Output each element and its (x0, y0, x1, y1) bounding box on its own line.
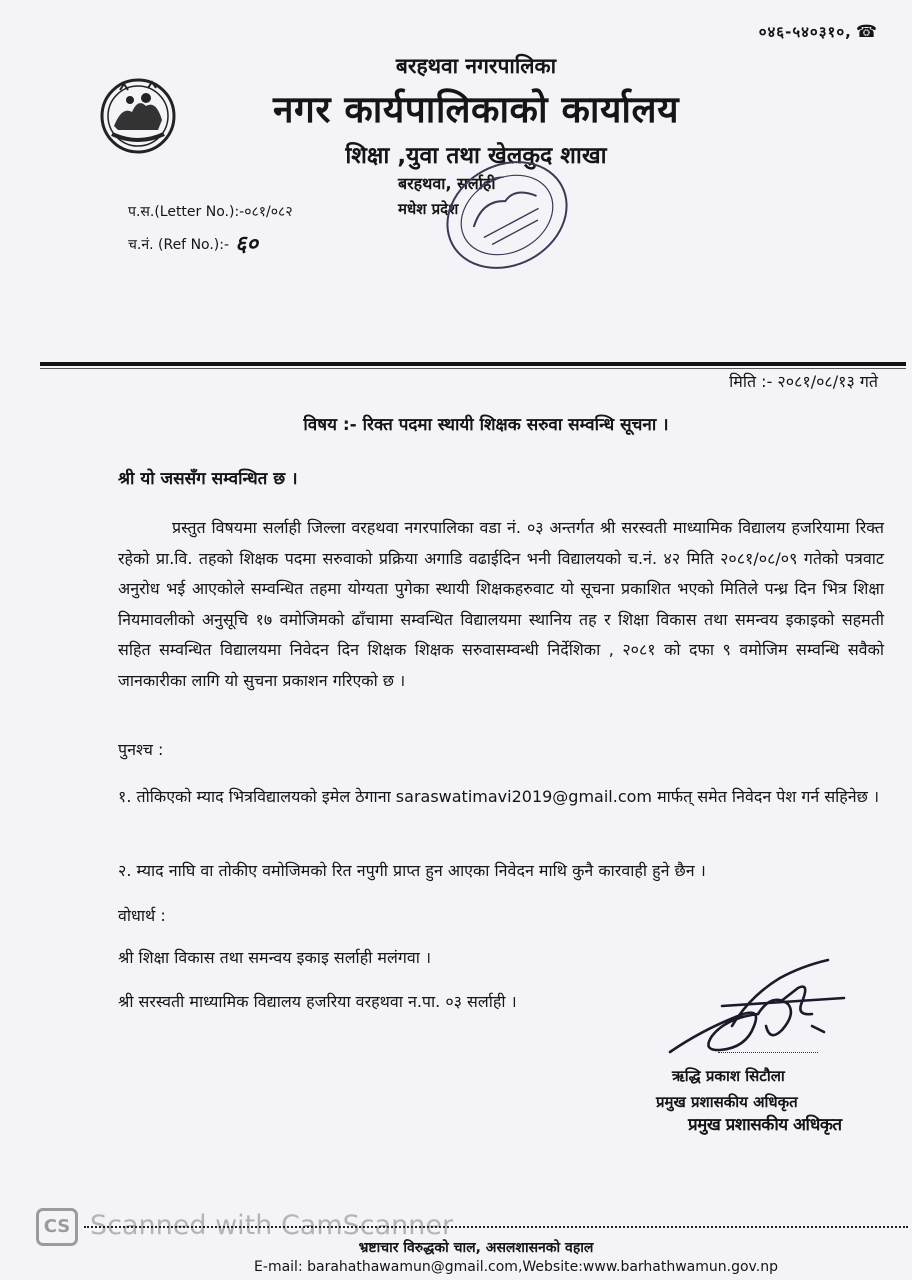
address-line-2: मधेश प्रदेश (398, 200, 459, 218)
handwritten-signature-icon (662, 956, 852, 1066)
header-divider (40, 362, 906, 366)
footer-divider (84, 1226, 908, 1228)
reference-number-value: ६० (235, 231, 258, 257)
camscanner-logo: CS (36, 1208, 78, 1246)
postscript-item: २. म्याद नाघि वा तोकीए वमोजिमको रित नपुगी प्राप्त हुन आएका निवेदन माथि कुनै कारवाही हुने छैन । (118, 861, 706, 880)
footer-contact: E-mail: barahathawamun@gmail.com,Website:www.barhathwamun.gov.np (254, 1259, 778, 1275)
header-divider-thin (40, 368, 906, 369)
letter-subject: विषय :- रिक्त पदमा स्थायी शिक्षक सरुवा सम्वन्धि सूचना । (303, 415, 669, 435)
phone-number (759, 22, 878, 42)
body-paragraph: प्रस्तुत विषयमा सर्लाही जिल्ला वरहथवा नगरपालिका वडा नं. ०३ अन्तर्गत श्री सरस्वती माध्यामिक विद्यालय हजरियामा रिक्त रहेको प्रा.वि. तहको शिक्षक पदमा सरुवाको प्रक्रिया अगाडि वढाईदिन भनी विद्यालयको च.नं. ४२ मिति २०८१/०८/०९ गतेको पत्रवाट अनुरोध भई आएकोले सम्वन्धित तहमा योग्यता पुगेका स्थायी शिक्षकहरुवाट यो सूचना प्रकाशित भएको मितिले पन्ध्र दिन भित्र शिक्षा नियमावलीको अनुसूचि १७ वमोजिमको ढाँचामा सम्वन्धित विद्यालयमा स्थानिय तह र शिक्षा विकास तथा समन्वय इकाइको सहमती सहित सम्वन्धित विद्यालयमा निवेदन दिन शिक्षक शिक्षक सरुवासम्वन्धी निर्देशिका , २०८१ को दफा ९ वमोजिम सम्वन्धि सवैको जानकारीका लागि यो सुचना प्रकाशन गरिएको छ । (118, 518, 884, 690)
municipality-name: बरहथवा नगरपालिका (395, 54, 557, 78)
reference-number (128, 226, 258, 256)
scanner-watermark: Scanned with CamScanner (90, 1210, 454, 1241)
address-line-1: बरहथवा, सर्लाही (398, 174, 496, 193)
phone-text: ०४६-५४०३१०, (758, 23, 852, 41)
reference-number-label: च.नं. (Ref No.):- (128, 237, 230, 253)
postscript-item: १. तोकिएको म्याद भित्रविद्यालयको इमेल ठेगाना saraswatimavi2019@gmail.com मार्फत् समेत निवेदन पेश गर्न सहिनेछ । (118, 787, 880, 806)
postscript-label: पुनश्च : (118, 740, 164, 759)
telephone-icon: ☎ (855, 22, 878, 42)
info-label: वोधार्थ : (118, 906, 166, 925)
signatory-title: प्रमुख प्रशासकीय अधिकृत (656, 1093, 798, 1111)
footer-slogan: भ्रष्टाचार विरुद्धको चाल, असलशासनको वहाल (358, 1240, 594, 1256)
office-round-stamp-icon (432, 150, 582, 280)
signatory-title-stamp: प्रमुख प्रशासकीय अधिकृत (688, 1115, 842, 1135)
cc-recipient: श्री सरस्वती माध्यामिक विद्यालय हजरिया वरहथवा न.पा. ०३ सर्लाही । (118, 992, 517, 1011)
branch-name: शिक्षा ,युवा तथा खेलकुद शाखा (345, 143, 607, 169)
signature-line (718, 1052, 818, 1053)
letter-number-value: ०८१/०८२ (244, 204, 293, 220)
letter-date: मिति :- २०८१/०८/१३ गते (729, 372, 878, 391)
office-title: नगर कार्यपालिकाको कार्यालय (272, 88, 680, 131)
signatory-name: ऋद्धि प्रकाश सिटौला (672, 1067, 785, 1085)
salutation: श्री यो जससँग सम्वन्धित छ । (118, 469, 298, 489)
cc-recipient: श्री शिक्षा विकास तथा समन्वय इकाइ सर्लाही मलंगवा । (118, 948, 432, 967)
letter-number-label: प.स.(Letter No.):- (128, 204, 245, 220)
letter-number (128, 202, 293, 221)
